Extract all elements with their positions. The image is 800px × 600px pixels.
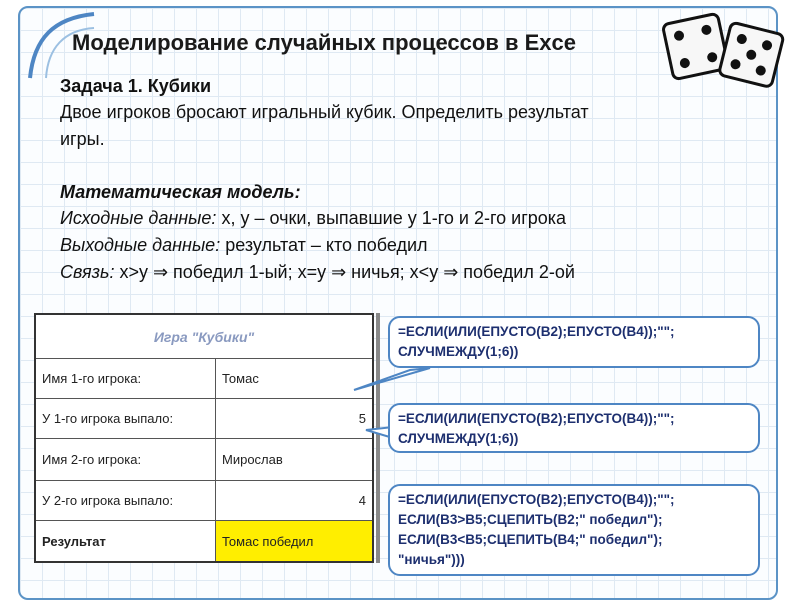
output-data-line	[60, 235, 428, 256]
formula-callout-1	[388, 316, 760, 368]
formula-line: СЛУЧМЕЖДУ(1;6))	[398, 431, 519, 446]
formula-line: СЛУЧМЕЖДУ(1;6))	[398, 344, 519, 359]
formula-line: =ЕСЛИ(ИЛИ(ЕПУСТО(B2);ЕПУСТО(B4));"";	[398, 492, 675, 507]
player2-name-cell[interactable]: Мирослав	[222, 452, 283, 467]
row-label: У 1-го игрока выпало:	[36, 399, 216, 438]
table-row	[36, 399, 372, 439]
formula-line: =ЕСЛИ(ИЛИ(ЕПУСТО(B2);ЕПУСТО(B4));"";	[398, 411, 675, 426]
formula-callout-3	[388, 484, 760, 576]
player2-roll-cell[interactable]: 4	[358, 493, 366, 508]
task-heading: Задача 1. Кубики	[60, 76, 212, 96]
result-cell[interactable]: Томас победил	[216, 521, 372, 561]
sheet-title-row	[36, 315, 372, 359]
task-text-line1: Двое игроков бросают игральный кубик. Определить результат	[60, 102, 589, 122]
formula-callout-2	[388, 403, 760, 453]
output-text: результат – кто победил	[220, 235, 428, 255]
spreadsheet	[34, 313, 374, 563]
player1-roll-cell[interactable]: 5	[358, 411, 366, 426]
input-text: x, y – очки, выпавшие у 1-го и 2-го игрока	[216, 208, 567, 228]
input-label: Исходные данные:	[60, 208, 217, 228]
relation-line	[60, 262, 575, 283]
input-data-line	[60, 208, 566, 229]
formula-line: =ЕСЛИ(ИЛИ(ЕПУСТО(B2);ЕПУСТО(B4));"";	[398, 324, 675, 339]
output-label: Выходные данные:	[60, 235, 221, 255]
dice-icon	[660, 4, 786, 94]
result-label: Результат	[36, 521, 216, 561]
model-heading: Математическая модель:	[60, 182, 301, 202]
row-label: Имя 2-го игрока:	[36, 439, 216, 480]
row-label: У 2-го игрока выпало:	[36, 481, 216, 520]
relation-text: x>y ⇒ победил 1-ый; x=y ⇒ ничья; x<y ⇒ победил 2-ой	[114, 262, 575, 282]
formula-line: ЕСЛИ(B3<B5;СЦЕПИТЬ(B4;" победил");	[398, 532, 663, 547]
table-row	[36, 521, 372, 561]
row-label: Имя 1-го игрока:	[36, 359, 216, 398]
slide-title: Моделирование случайных процессов в Exce	[72, 30, 576, 55]
table-row	[36, 439, 372, 481]
table-row	[36, 359, 372, 399]
player1-name-cell[interactable]: Томас	[222, 371, 259, 386]
relation-label: Связь:	[60, 262, 115, 282]
task-text-line2: игры.	[60, 129, 105, 149]
sheet-title: Игра "Кубики"	[153, 328, 255, 345]
formula-line: "ничья")))	[398, 552, 465, 567]
table-row	[36, 481, 372, 521]
formula-line: ЕСЛИ(B3>B5;СЦЕПИТЬ(B2;" победил");	[398, 512, 663, 527]
